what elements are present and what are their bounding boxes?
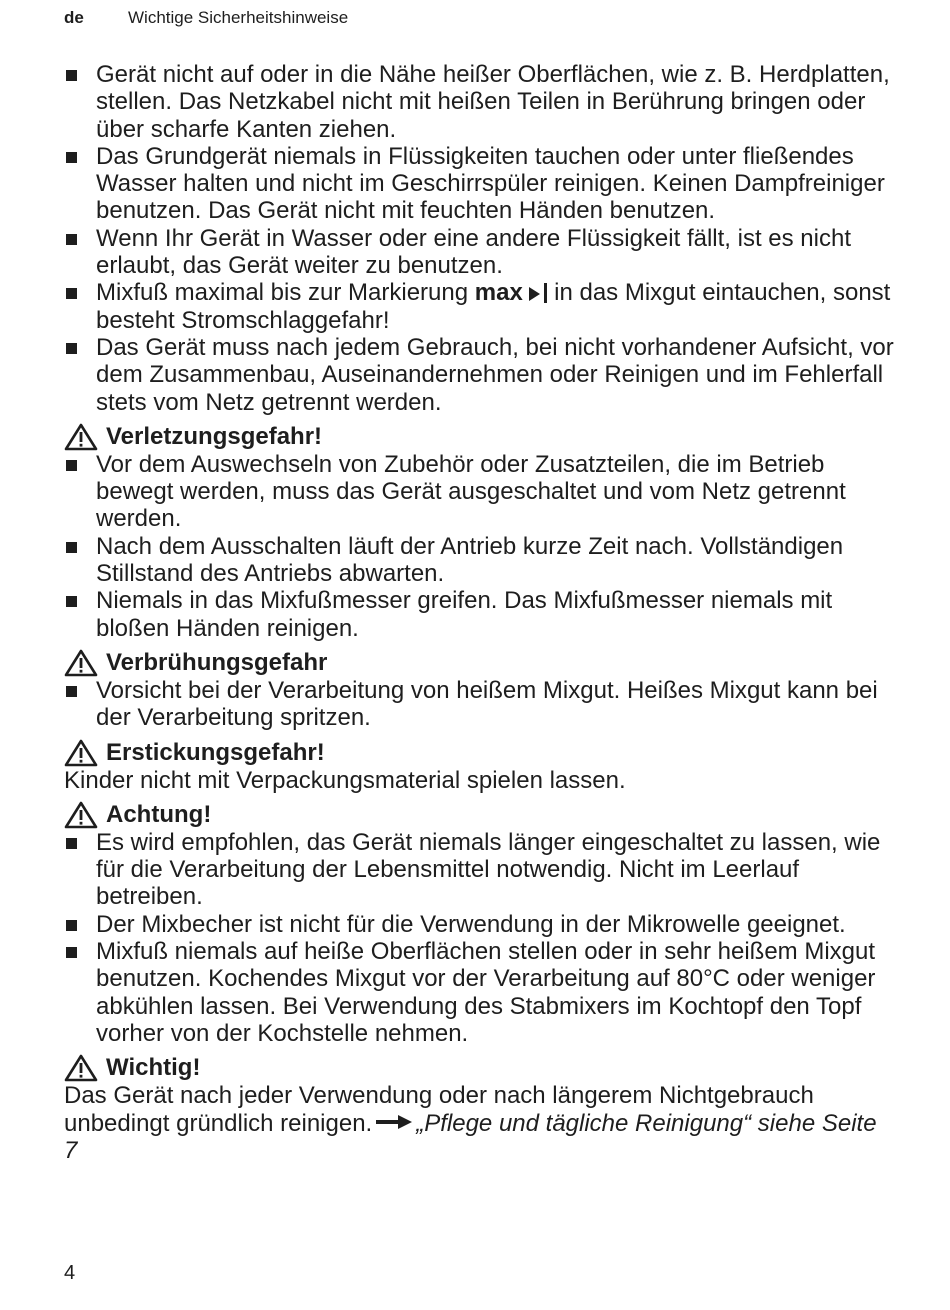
bullet-square-icon bbox=[66, 686, 77, 697]
section-title: Verletzungsgefahr! bbox=[64, 423, 894, 451]
bullet-square-icon bbox=[66, 542, 77, 553]
list-item: Das Grundgerät niemals in Flüssigkeiten tauchen oder unter fließendes Wasser halten und nicht im Geschirrspüler reinigen. Keinen Dampfreiniger benutzen. Das Gerät nicht mit feuchten Händen benutzen. bbox=[64, 143, 894, 225]
section-verbruehung bbox=[64, 649, 894, 732]
caution-list bbox=[64, 829, 894, 1047]
list-item: Nach dem Ausschalten läuft der Antrieb kurze Zeit nach. Vollständigen Stillstand des Antriebs abwarten. bbox=[64, 533, 894, 588]
section-title: Wichtig! bbox=[64, 1054, 894, 1082]
bullet-square-icon bbox=[66, 460, 77, 471]
header-title: Wichtige Sicherheitshinweise bbox=[128, 8, 349, 27]
intro-list bbox=[64, 61, 894, 416]
bullet-square-icon bbox=[66, 920, 77, 931]
warning-triangle-icon bbox=[64, 1054, 98, 1082]
warning-triangle-icon bbox=[64, 423, 98, 451]
section-erstickung bbox=[64, 739, 894, 794]
main-content bbox=[64, 61, 894, 1164]
section-title: Erstickungsgefahr! bbox=[64, 739, 894, 767]
hazard-list bbox=[64, 677, 894, 732]
list-item: Mixfuß maximal bis zur Markierung max in das Mixgut eintauchen, sonst besteht Stromschlaggefahr! bbox=[64, 279, 894, 334]
warning-triangle-icon bbox=[64, 649, 98, 677]
section-verletzung bbox=[64, 423, 894, 642]
bullet-square-icon bbox=[66, 947, 77, 958]
list-item: Vor dem Auswechseln von Zubehör oder Zusatzteilen, die im Betrieb bewegt werden, muss das Gerät ausgeschaltet und vom Netz getrennt werden. bbox=[64, 451, 894, 533]
section-wichtig bbox=[64, 1054, 894, 1164]
page-number: 4 bbox=[64, 1262, 76, 1284]
list-item: Der Mixbecher ist nicht für die Verwendung in der Mikrowelle geeignet. bbox=[64, 911, 894, 938]
section-achtung bbox=[64, 801, 894, 1047]
arrow-right-icon bbox=[376, 1115, 412, 1129]
bullet-square-icon bbox=[66, 343, 77, 354]
list-item: Vorsicht bei der Verarbeitung von heißem Mixgut. Heißes Mixgut kann bei der Verarbeitung spritzen. bbox=[64, 677, 894, 732]
warning-triangle-icon bbox=[64, 801, 98, 829]
section-title: Verbrühungsgefahr bbox=[64, 649, 894, 677]
hazard-list bbox=[64, 451, 894, 642]
cross-reference[interactable]: „Pflege und tägliche Reinigung“ siehe Seite 7 bbox=[64, 1109, 877, 1164]
list-item: Es wird empfohlen, das Gerät niemals länger eingeschaltet zu lassen, wie für die Verarbeitung der Lebensmittel notwendig. Nicht im Leerlauf betreiben. bbox=[64, 829, 894, 911]
bullet-square-icon bbox=[66, 838, 77, 849]
list-item: Das Gerät muss nach jedem Gebrauch, bei nicht vorhandener Aufsicht, vor dem Zusammenbau, Auseinandernehmen oder Reinigen und im Fehlerfall stets vom Netz getrennt werden. bbox=[64, 334, 894, 416]
max-marking: max bbox=[475, 279, 548, 306]
bullet-square-icon bbox=[66, 152, 77, 163]
bullet-square-icon bbox=[66, 288, 77, 299]
bullet-square-icon bbox=[66, 70, 77, 81]
list-item: Niemals in das Mixfußmesser greifen. Das Mixfußmesser niemals mit bloßen Händen reinigen. bbox=[64, 587, 894, 642]
section-text: Kinder nicht mit Verpackungsmaterial spielen lassen. bbox=[64, 766, 626, 794]
play-bar-icon bbox=[529, 286, 543, 302]
list-item: Gerät nicht auf oder in die Nähe heißer Oberflächen, wie z. B. Herdplatten, stellen. Das Netzkabel nicht mit heißen Teilen in Berührung bringen oder über scharfe Kanten ziehen. bbox=[64, 61, 894, 143]
language-code: de bbox=[64, 8, 84, 27]
section-title: Achtung! bbox=[64, 801, 894, 829]
list-item: Mixfuß niemals auf heiße Oberflächen stellen oder in sehr heißem Mixgut benutzen. Kochendes Mixgut vor der Verarbeitung auf 80°C oder weniger abkühlen lassen. Bei Verwendung des Stabmixers im Kochtopf den Topf vorher von der Kochstelle nehmen. bbox=[64, 938, 894, 1047]
bullet-square-icon bbox=[66, 234, 77, 245]
page-header bbox=[64, 6, 348, 30]
warning-triangle-icon bbox=[64, 739, 98, 767]
list-item: Wenn Ihr Gerät in Wasser oder eine andere Flüssigkeit fällt, ist es nicht erlaubt, das Gerät weiter zu benutzen. bbox=[64, 225, 894, 280]
bullet-square-icon bbox=[66, 596, 77, 607]
section-text: Das Gerät nach jeder Verwendung oder nach längerem Nichtgebrauch unbedingt gründlich reinigen. „Pflege und tägliche Reinigung“ siehe Seite 7 bbox=[64, 1082, 877, 1164]
